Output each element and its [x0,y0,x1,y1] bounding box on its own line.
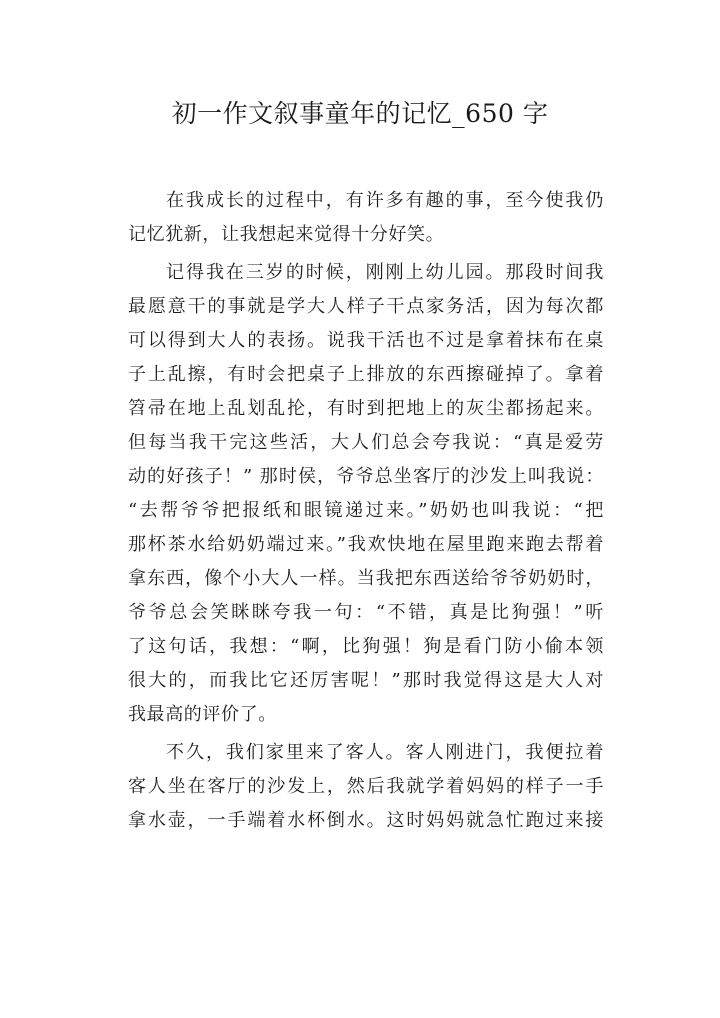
text-line: 了这句话，我想：“啊，比狗强！狗是看门防小偷本领 [128,636,604,657]
text-line: 记忆犹新，让我想起来觉得十分好笑。 [128,224,445,245]
paragraph-3 [128,736,604,838]
text-line: 那杯茶水给奶奶端过来。”我欢快地在屋里跑来跑去帮着 [128,534,604,555]
text-line: 最愿意干的事就是学大人样子干点家务活，因为每次都 [128,296,604,317]
text-line: 不久，我们家里来了客人。客人刚进门，我便拉着 [166,742,604,763]
text-line: 我最高的评价了。 [128,704,277,725]
paragraph-2 [128,256,604,732]
text-line: “去帮爷爷把报纸和眼镜递过来。”奶奶也叫我说：“把 [128,500,604,521]
document-title: 初一作文叙事童年的记忆_650 字 [171,99,549,128]
text-line: 在我成长的过程中，有许多有趣的事，至今使我仍 [166,190,604,211]
text-line: 子上乱擦，有时会把桌子上排放的东西擦碰掉了。拿着 [128,364,604,385]
text-line: 动的好孩子！” 那时侯，爷爷总坐客厅的沙发上叫我说： [128,466,604,487]
text-line: 记得我在三岁的时候，刚刚上幼儿园。那段时间我 [166,262,604,283]
text-line: 拿东西，像个小大人一样。当我把东西送给爷爷奶奶时， [128,568,604,589]
text-line: 可以得到大人的表扬。说我干活也不过是拿着抹布在桌 [128,330,604,351]
text-line: 但每当我干完这些活，大人们总会夸我说：“真是爱劳 [128,432,604,453]
text-line: 客人坐在客厅的沙发上，然后我就学着妈妈的样子一手 [128,776,604,797]
text-line: 爷爷总会笑眯眯夸我一句：“不错，真是比狗强！”听 [128,602,604,623]
text-line: 笤帚在地上乱划乱抡，有时到把地上的灰尘都扬起来。 [128,398,604,419]
text-line: 拿水壶，一手端着水杯倒水。这时妈妈就急忙跑过来接 [128,810,604,831]
paragraph-1 [128,184,604,252]
text-line: 很大的，而我比它还厉害呢！”那时我觉得这是大人对 [128,670,604,691]
document-body [128,184,604,842]
